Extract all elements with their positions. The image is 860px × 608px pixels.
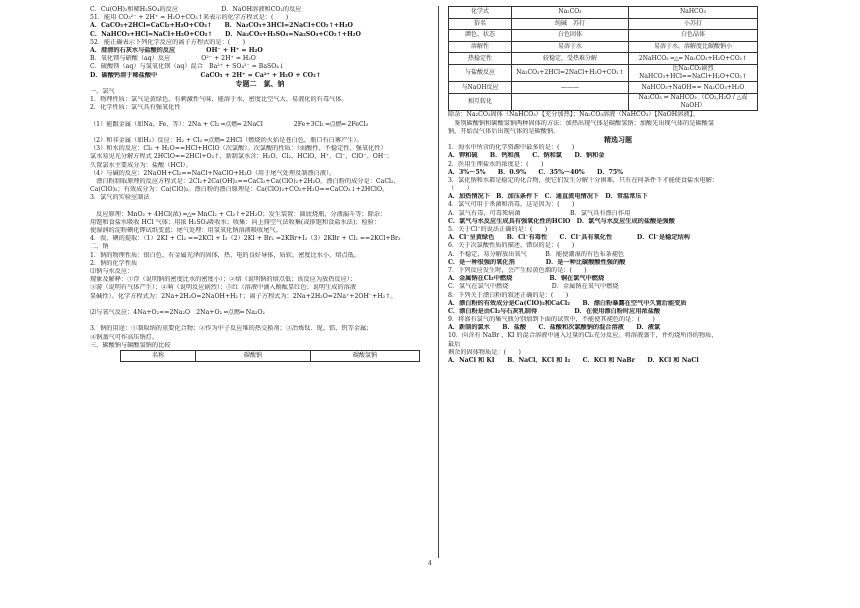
table-cell: Na₂CO₃	[512, 7, 629, 19]
text-line: 7．下列反应发生时，会产生棕黄色烟的是：( )	[448, 266, 587, 274]
text-line: ⑴钠与水反应：	[90, 268, 134, 275]
text-line: 漂白粉制取原理的反应方程式是：2Cl₂+2Ca(OH)₂==CaCl₂+Ca(ClO)₂+2H₂O。漂白粉的成分是：CaCl₂、	[90, 177, 400, 185]
text-line: 3．钠的用途：①制取纳的重要化合物；②作为中子反应堆的热交换剂；③冶炼钛、铌、锆、钒等金属；	[90, 325, 373, 333]
text-line: 钠，开始没气体后出现气体的是碳酸钠。	[448, 127, 560, 135]
table-cell: 纯碱 苏打	[512, 18, 629, 30]
table-row	[449, 93, 758, 110]
text-line: A．新制的氯水 B．盐酸 C．盐酸和次氯酸钠的混合溶液 D．液氯	[448, 324, 661, 332]
text-line: ④钠蒸气可作高压钠灯。	[90, 333, 159, 341]
text-line: A．不稳定，易分解放出氧气 B．能使潮湿的有色布条褪色	[448, 250, 625, 258]
text-line: C．氯气与水反应生成具有强氧化性的HClO D．氯气与水反应生成的盐酸是强酸	[448, 217, 675, 225]
text-line: 10．向含有 NaBr 、KI 的混合溶液中通入过量的Cl₂充分反应。将溶液蒸干，并灼烧所得的物质，	[448, 332, 718, 340]
page-number: 4	[428, 560, 432, 567]
table-cell: 易溶于水	[512, 41, 629, 53]
text-line: C．氢气在氯气中燃烧 D．金属钠在氧气中燃烧	[448, 283, 619, 291]
text-line: 4．氯气可用于杀菌和消毒，这是因为：( )	[448, 201, 575, 209]
table-cell: 易溶于水，溶解度比碳酸钠小	[629, 41, 758, 53]
text-line: Ca(ClO)₂；有效成分为：Ca(ClO)₂。漂白粉的漂白原理是：Ca(ClO)₂+CO₂+H₂O==CaCO₃↓+2HClO。	[90, 186, 389, 194]
text-line: 5．关于Cl⁻的说法正确的是：( )	[448, 226, 548, 233]
text-line: 用饱和食盐水吸收 HCl 气体；用浓 H₂SO₄吸收水；收集：向上排空气法收集(或排饱和食盐水法)；检验：	[90, 218, 381, 226]
row-label-cell: 相互转化	[449, 93, 512, 110]
text-line: 4．溴、碘的提取：（1）2KI + Cl₂ ==2KCl + I₂（2）2KI + Br₂ =2KBr+I₂（3）2KBr + Cl₂ ==2KCl+Br₂	[90, 235, 401, 243]
table-row	[449, 41, 758, 53]
text-line: 1．钠的物理性质：银白色、有金属光泽的固体，热、电的良好导体，质软、密度比水小、熔点低。	[90, 251, 360, 259]
table-cell: Na₂CO₃ ⇌ NaHCO₃ （CO₂,H₂O / △或NaOH）	[629, 93, 758, 110]
text-line: 51．能用 CO₃²⁻ + 2H⁺ = H₂O+CO₂↑来表示的化学方程式是：( )	[90, 14, 289, 22]
text-line: 使湿润的淀粉碘化钾试纸变蓝；尾气处理：用氢氧化钠溶液吸收尾气。	[90, 227, 282, 235]
text-line: 2．医用生理盐水的浓度是：( )	[448, 160, 544, 168]
text-line: D．碳酸钙溶于稀盐酸中 CaCO₃ + 2H⁺ = Ca²⁺ + H₂O + CO₂↑	[90, 71, 321, 79]
text-line: 鉴别碳酸钠和碳酸氢钠两种固体的方法：加热出现气体是碳酸氢钠；加酸先出现气体的是碳酸氢	[448, 119, 715, 127]
table-cell: 白色晶体	[629, 30, 758, 42]
table-cell: 较稳定，受热难分解	[512, 53, 629, 65]
text-line: 一、氯气	[90, 87, 115, 95]
text-line: （4）与碱的反应：2NaOH+Cl₂==NaCl+NaClO+H₂O（用于尾气处理及制漂白液）。	[90, 169, 336, 177]
text-line: A．加热情况下 B．加压条件下 C．通直流电情况下 D．常温常压下	[448, 193, 648, 201]
text-line: 现象及解释：①浮（说明钠的密度比水的密度小）；②熔（说明钠的熔点低；该反应为放热反应）；	[90, 276, 357, 284]
table-cell: 白色固体	[512, 30, 629, 42]
text-line: ⑵与氧气反应：4Na+O₂==2Na₂O 2Na+O₂ ═点燃═ Na₂O₂	[90, 308, 265, 316]
right-text-lines	[448, 111, 788, 365]
text-line: A．澄清的石灰水与盐酸的反应 OH⁻ + H⁺ = H₂O	[90, 46, 263, 54]
table-header-nahco3: 碳酸氢钠	[311, 350, 420, 362]
row-label-cell: 俗名	[449, 18, 512, 30]
text-line: 2．钠的化学性质	[90, 259, 138, 267]
row-label-cell: 化学式	[449, 7, 512, 19]
text-line: A．CaCO₃+2HCl=CaCl₂+H₂O+CO₂↑ B．Na₂CO₃+3HCl=2NaCl+CO₂↑+H₂O	[90, 22, 353, 30]
table-row	[449, 7, 758, 19]
table-cell: Na₂CO₃+2HCl=2NaCl+H₂O+CO₂↑	[512, 64, 629, 81]
text-line: 三、碳酸钠与碳酸氢钠的比较	[90, 341, 171, 349]
text-line: 除杂：Na₂CO₃固体（NaHCO₃）【充分加热】；Na₂CO₃溶液（NaHCO₃）【NaOH溶液】。	[448, 111, 699, 119]
text-line: A．3%～5% B．0.9% C．35%～40% D．75%	[448, 168, 624, 176]
text-line: 二、钠	[90, 243, 109, 251]
text-line	[90, 112, 430, 120]
section-heading: 专题二 氯、钠	[235, 79, 285, 88]
text-line: 久置氯水主要成分为：盐酸（HCl）。	[90, 161, 192, 169]
table-header-na2co3: 碳酸钠	[196, 350, 311, 362]
table-cell: 比Na₂CO₃剧烈 NaHCO₃+HCl==NaCl+H₂O+CO₂↑	[629, 64, 758, 81]
table-row	[449, 18, 758, 30]
text-line: A．氯气有毒，可毒死病菌 B．氯气具有漂白作用	[448, 209, 631, 217]
section-heading: 精选习题	[604, 135, 632, 144]
text-line: （2）和非金属（如H₂）反应：H₂ + Cl₂ ═点燃═ 2HCl（燃烧的火焰是苍白色，瓶口有白雾产生）。	[90, 137, 363, 144]
text-line: （3）和水的反应：Cl₂ + H₂O==HCl+HClO（次氯酸）。次氯酸的性质：（弱酸性、不稳定性、强氧化性）	[90, 145, 387, 153]
text-line: A．钾和硫 B．钙和溴 C．钠和氯 D．钠和金	[448, 152, 605, 160]
text-line: （ ）	[448, 185, 473, 193]
text-line: A．金属钠在Cl₂中燃烧 B．铜在氯气中燃烧	[448, 275, 605, 283]
table-cell	[512, 93, 629, 110]
table-cell: NaHCO₃+NaOH== Na₂CO₃+H₂O	[629, 82, 758, 94]
row-label-cell: 颜色、状态	[449, 30, 512, 42]
text-line: 1．物理性质：氯气是黄绿色、有刺激性气味、能溶于水、密度比空气大、易液化的有毒气体。	[90, 96, 348, 104]
column-divider	[438, 6, 439, 558]
table-row	[449, 82, 758, 94]
text-line	[90, 301, 430, 309]
table-cell: ———	[512, 82, 629, 94]
row-label-cell: 溶解性	[449, 41, 512, 53]
table-row	[449, 30, 758, 42]
text-line: 剩余的固体物质是：( )	[448, 348, 521, 356]
text-line: A．Cl⁻呈黄绿色 B．Cl⁻有毒性 C．Cl⁻具有氧化性 D．Cl⁻是稳定结构	[448, 234, 690, 242]
text-line: C．Cu(OH)₂和稀H₂SO₄的反应 D．NaOH溶液和CO₂的反应	[90, 6, 302, 13]
text-line: 1．海水中所含的化学资源中最多的是：( )	[448, 144, 575, 152]
text-line	[90, 129, 430, 137]
table-row	[449, 64, 758, 81]
text-line: C．是一种很强的氧化剂 D．是一种比碳酸酸性强的酸	[448, 258, 626, 266]
right-column	[448, 6, 788, 365]
table-cell: NaHCO₃	[629, 7, 758, 19]
text-line: A．NaCl 和 KI B．NaCl、KCl 和 I₂ C．KCl 和 NaBr D．KCl 和 NaCl	[448, 357, 699, 364]
text-line: C．漂白粉是由Cl₂与石灰乳制得 D．在使用漂白粉时应用浓盐酸	[448, 307, 661, 315]
text-line: 3．氯气的实验室制法	[90, 194, 150, 202]
comparison-table	[448, 6, 758, 111]
text-line: 氯水易见光分解方程式 2HClO==2HCl+O₂↑，新制氯水含：H₂O、Cl₂、HClO、H⁺、Cl⁻、ClO⁻、OH⁻；	[90, 153, 393, 161]
row-label-cell: 与NaOH反应	[449, 82, 512, 94]
text-line: B．氧化镁与硝酸（aq）反应 O²⁻ + 2H⁺ = H₂O	[90, 55, 256, 63]
text-line: ③游（说明有气体产生）；④响（说明反应剧烈）；⑤红（溶液中滴入酚酞显红色；说明生成的溶液	[90, 284, 357, 292]
text-line: A．漂白粉的有效成分是Ca(ClO)₂和CaCl₂ B．漂白粉暴露在空气中久置后能变质	[448, 299, 687, 307]
table-header-name: 名称	[121, 350, 196, 362]
text-line: 9．将盛有氯气的集气瓶分别加到下面的试管中，不能使其褪色的是：( )	[448, 316, 655, 324]
text-line: 显碱性）。化学方程式为：2Na+2H₂O=2NaOH+H₂↑；离子方程式为：2Na+2H₂O=2Na⁺+2OH⁻+H₂↑。	[90, 292, 397, 300]
text-line: （1）能跟金属（如Na、Fe、等）：2Na + Cl₂ ═点燃═ 2NaCl 2Fe+3Cl₂ ═点燃═ 2FeCl₃	[90, 120, 369, 128]
comparison-table-header	[120, 350, 420, 363]
text-line: C．硫酸镁（aq）与氢氧化钡（aq）混合 Ba²⁺ + SO₄²⁻ = BaSO₄↓	[90, 63, 285, 71]
text-line: 2．化学性质：氯气具有强氧化性	[90, 104, 181, 112]
left-text-lines	[90, 6, 430, 350]
text-line	[90, 203, 430, 211]
text-line: 3．氯化钠和水都是稳定的化合物，使它们发生分解十分困难，只有在何条件下才能使食盐水电解：	[448, 176, 718, 184]
text-line	[90, 317, 430, 325]
text-line: C．NaHCO₃+HCl=NaCl+H₂O+CO₂↑ D．Na₂CO₃+H₂SO₄=Na₂SO₄+CO₂↑+H₂O	[90, 30, 361, 38]
text-line: 8．下列关于漂白粉的叙述正确的是：( )	[448, 291, 569, 299]
table-cell: 2NaHCO₃ ═△═ Na₂CO₃+H₂O+CO₂↑	[629, 53, 758, 65]
text-line: 反应原理：MnO₂ + 4HCl(浓) ═△═ MnCl₂ + Cl₂↑+2H₂O；发生装置：圆底烧瓶、分液漏斗等；除杂：	[90, 210, 387, 218]
row-label-cell: 热稳定性	[449, 53, 512, 65]
left-column	[90, 6, 430, 362]
text-line: 6．关于次氯酸性质的描述，错误的是：( )	[448, 242, 575, 250]
table-row	[449, 53, 758, 65]
text-line: 最后	[448, 340, 461, 348]
row-label-cell: 与盐酸反应	[449, 64, 512, 81]
text-line: 52．能正确表示下列化学反应的离子方程式的是：( )	[90, 38, 246, 46]
table-cell: 小苏打	[629, 18, 758, 30]
